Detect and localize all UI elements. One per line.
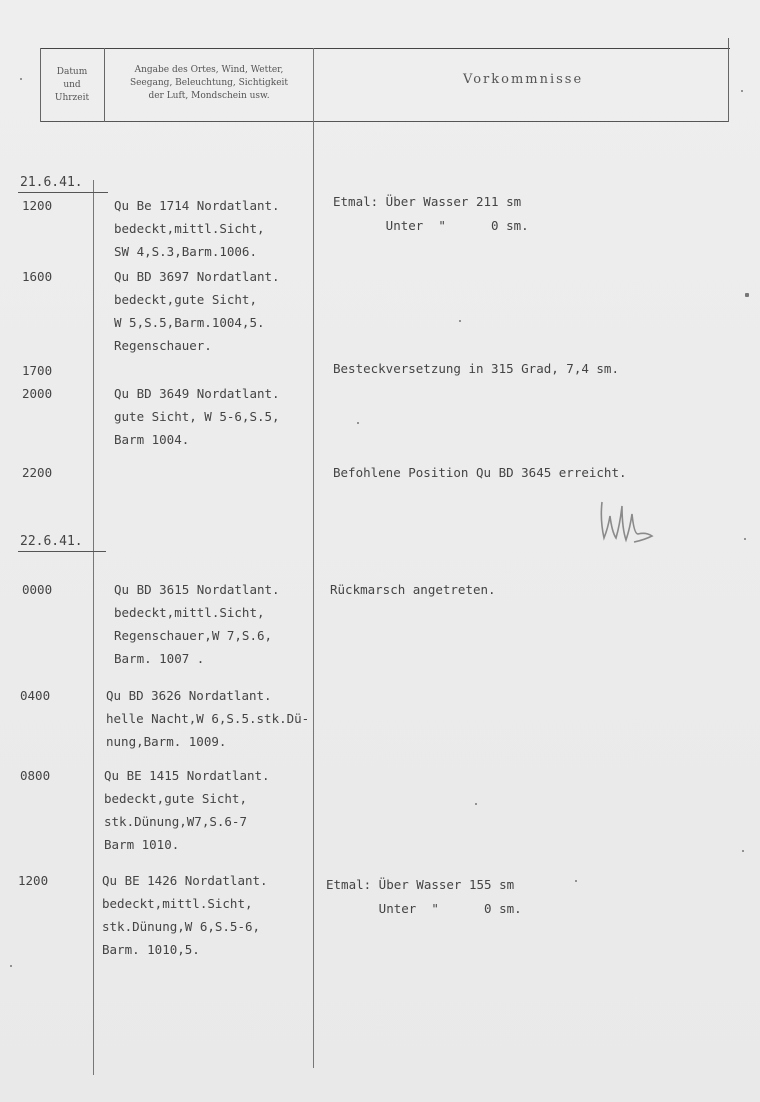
date-underline [18,551,106,552]
entry-info-line: Regenschauer. [114,338,212,353]
date-label: 21.6.41. [20,175,83,190]
entry-event-line: Unter " 0 sm. [326,901,522,916]
scan-speck [475,803,477,805]
scan-speck [745,293,749,297]
entry-info-line: stk.Dünung,W7,S.6-7 [104,814,247,829]
entry-info-line: Barm 1010. [104,837,180,852]
entry-time: 1700 [22,363,53,378]
header-bottom-rule [40,121,728,122]
header-info-cell [106,64,312,103]
header-date-line: und [63,80,81,90]
entry-time: 1200 [18,873,49,888]
entry-info-line: Regenschauer,W 7,S.6, [114,628,273,643]
entry-info-line: bedeckt,mittl.Sicht, [114,605,265,620]
entry-info-line: Qu BD 3649 Nordatlant. [114,386,280,401]
entry-event-line: Unter " 0 sm. [333,218,529,233]
entry-event-line: Befohlene Position Qu BD 3645 erreicht. [333,465,627,480]
entry-info-line: Qu BD 3626 Nordatlant. [106,688,272,703]
entry-info-line: Qu BD 3697 Nordatlant. [114,269,280,284]
date-label: 22.6.41. [20,534,83,549]
column-rule-left [40,48,41,122]
entry-info-line: Barm. 1007 . [114,651,205,666]
scan-speck [575,880,577,882]
handwritten-signature [596,498,660,548]
header-info-line: der Luft, Mondschein usw. [148,91,270,101]
entry-time: 0400 [20,688,51,703]
scan-speck [20,78,22,80]
entry-info-line: stk.Dünung,W 6,S.5-6, [102,919,261,934]
entry-info-line: nung,Barm. 1009. [106,734,227,749]
entry-info-line: Qu BE 1426 Nordatlant. [102,873,268,888]
header-events-title: Vorkommnisse [463,72,584,87]
entry-info-line: Barm. 1010,5. [102,942,200,957]
entry-info-line: gute Sicht, W 5-6,S.5, [114,409,280,424]
entry-time: 2000 [22,386,53,401]
entry-info-line: Qu BD 3615 Nordatlant. [114,582,280,597]
entry-time: 1600 [22,269,53,284]
entry-info-line: helle Nacht,W 6,S.5.stk.Dü- [106,711,310,726]
entry-info-line: W 5,S.5,Barm.1004,5. [114,315,265,330]
scan-speck [10,965,12,967]
entry-time: 2200 [22,465,53,480]
entry-event-line: Besteckversetzung in 315 Grad, 7,4 sm. [333,361,619,376]
header-top-rule [40,48,730,49]
date-underline [18,192,108,193]
entry-info-line: bedeckt,mittl.Sicht, [114,221,265,236]
scan-speck [357,422,359,424]
header-date-line: Uhrzeit [54,93,90,103]
entry-info-line: bedeckt,mittl.Sicht, [102,896,253,911]
scan-speck [741,90,743,92]
entry-info-line: bedeckt,gute Sicht, [114,292,257,307]
header-date-line: Datum [56,67,88,77]
entry-event-line: Rückmarsch angetreten. [330,582,496,597]
entry-info-line: SW 4,S.3,Barm.1006. [114,244,257,259]
header-info-line: Angabe des Ortes, Wind, Wetter, [134,65,284,75]
header-info-line: Seegang, Beleuchtung, Sichtigkeit [129,78,289,88]
entry-event-line: Etmal: Über Wasser 155 sm [326,877,515,892]
scan-speck [459,320,461,322]
column-rule-info [313,48,314,1068]
entry-info-line: Barm 1004. [114,432,190,447]
scan-speck [744,538,746,540]
entry-time: 1200 [22,198,53,213]
column-rule-right [728,38,729,122]
entry-time: 0000 [22,582,53,597]
header-date-cell [42,66,102,105]
entry-info-line: bedeckt,gute Sicht, [104,791,247,806]
entry-info-line: Qu BE 1415 Nordatlant. [104,768,270,783]
entry-time: 0800 [20,768,51,783]
entry-event-line: Etmal: Über Wasser 211 sm [333,194,522,209]
entry-info-line: Qu Be 1714 Nordatlant. [114,198,280,213]
scan-speck [742,850,744,852]
column-rule-date [104,48,105,122]
column-rule-date-body [93,180,94,1075]
